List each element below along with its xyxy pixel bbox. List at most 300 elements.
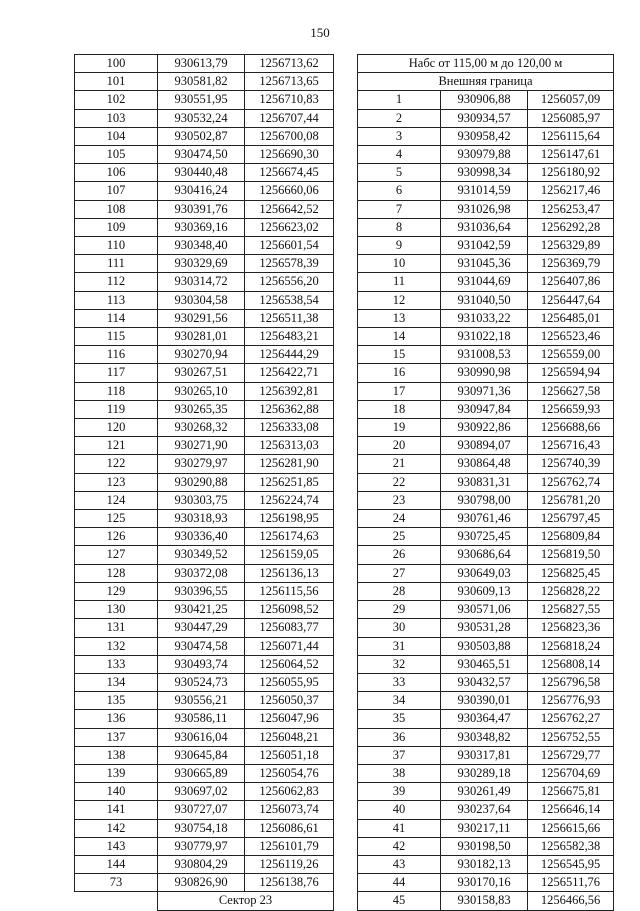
coordinate-y: 1256796,58 bbox=[528, 673, 614, 691]
coordinate-x: 930613,79 bbox=[158, 55, 245, 73]
table-row bbox=[358, 528, 614, 546]
coordinate-y: 1256578,39 bbox=[245, 255, 334, 273]
table-row bbox=[75, 364, 334, 382]
coordinate-x: 930329,69 bbox=[158, 255, 245, 273]
coordinate-x: 930826,90 bbox=[158, 874, 245, 892]
coordinate-y: 1256119,26 bbox=[245, 855, 334, 873]
coordinate-y: 1256623,02 bbox=[245, 218, 334, 236]
point-number: 14 bbox=[358, 328, 441, 346]
coordinate-x: 930217,11 bbox=[441, 819, 528, 837]
coordinate-x: 930261,49 bbox=[441, 783, 528, 801]
point-number: 41 bbox=[358, 819, 441, 837]
coordinate-x: 930416,24 bbox=[158, 182, 245, 200]
point-number: 109 bbox=[75, 218, 158, 236]
table-row bbox=[75, 55, 334, 73]
table-row bbox=[358, 746, 614, 764]
coordinate-y: 1256055,95 bbox=[245, 673, 334, 691]
point-number: 38 bbox=[358, 764, 441, 782]
coordinate-x: 930474,50 bbox=[158, 146, 245, 164]
point-number: 143 bbox=[75, 837, 158, 855]
table-row bbox=[75, 874, 334, 892]
coordinate-x: 931014,59 bbox=[441, 182, 528, 200]
coordinate-x: 931040,50 bbox=[441, 291, 528, 309]
table-row bbox=[75, 510, 334, 528]
coordinate-y: 1256776,93 bbox=[528, 692, 614, 710]
coordinate-y: 1256660,06 bbox=[245, 182, 334, 200]
table-row bbox=[358, 237, 614, 255]
coordinate-y: 1256818,24 bbox=[528, 637, 614, 655]
table-row bbox=[75, 91, 334, 109]
point-number: 22 bbox=[358, 473, 441, 491]
coordinate-x: 930556,21 bbox=[158, 692, 245, 710]
coordinate-y: 1256292,28 bbox=[528, 218, 614, 236]
point-number: 9 bbox=[358, 237, 441, 255]
table-row bbox=[358, 582, 614, 600]
right-coordinates-table bbox=[357, 54, 614, 911]
coordinate-y: 1256136,13 bbox=[245, 564, 334, 582]
coordinate-y: 1256051,18 bbox=[245, 746, 334, 764]
table-row bbox=[358, 819, 614, 837]
left-coordinates-table bbox=[74, 54, 334, 911]
point-number: 1 bbox=[358, 91, 441, 109]
coordinate-x: 930279,97 bbox=[158, 455, 245, 473]
table-row bbox=[358, 346, 614, 364]
point-number: 103 bbox=[75, 109, 158, 127]
coordinate-x: 930697,02 bbox=[158, 783, 245, 801]
point-number: 116 bbox=[75, 346, 158, 364]
coordinate-x: 930317,81 bbox=[441, 746, 528, 764]
point-number: 24 bbox=[358, 510, 441, 528]
point-number: 40 bbox=[358, 801, 441, 819]
point-number: 13 bbox=[358, 309, 441, 327]
table-row bbox=[75, 437, 334, 455]
coordinate-x: 930531,28 bbox=[441, 619, 528, 637]
coordinate-x: 930581,82 bbox=[158, 73, 245, 91]
table-row bbox=[358, 728, 614, 746]
coordinate-y: 1256159,05 bbox=[245, 546, 334, 564]
coordinate-y: 1256615,66 bbox=[528, 819, 614, 837]
point-number: 112 bbox=[75, 273, 158, 291]
coordinate-y: 1256174,63 bbox=[245, 528, 334, 546]
coordinate-x: 930474,58 bbox=[158, 637, 245, 655]
coordinate-y: 1256825,45 bbox=[528, 564, 614, 582]
coordinate-y: 1256707,44 bbox=[245, 109, 334, 127]
empty-cell bbox=[75, 892, 158, 910]
coordinate-x: 930947,84 bbox=[441, 400, 528, 418]
table-row bbox=[75, 182, 334, 200]
coordinate-x: 930493,74 bbox=[158, 655, 245, 673]
point-number: 125 bbox=[75, 510, 158, 528]
coordinate-y: 1256752,55 bbox=[528, 728, 614, 746]
coordinate-x: 930390,01 bbox=[441, 692, 528, 710]
table-row bbox=[358, 182, 614, 200]
coordinate-y: 1256511,76 bbox=[528, 874, 614, 892]
coordinate-y: 1256362,88 bbox=[245, 400, 334, 418]
coordinate-x: 930265,35 bbox=[158, 400, 245, 418]
coordinate-x: 930906,88 bbox=[441, 91, 528, 109]
coordinate-y: 1256819,50 bbox=[528, 546, 614, 564]
table-row bbox=[75, 673, 334, 691]
coordinate-y: 1256809,84 bbox=[528, 528, 614, 546]
coordinate-x: 930304,58 bbox=[158, 291, 245, 309]
coordinate-x: 930364,47 bbox=[441, 710, 528, 728]
table-row bbox=[358, 255, 614, 273]
coordinate-x: 931042,59 bbox=[441, 237, 528, 255]
coordinate-x: 930391,76 bbox=[158, 200, 245, 218]
coordinate-x: 930502,87 bbox=[158, 127, 245, 145]
coordinate-y: 1256057,09 bbox=[528, 91, 614, 109]
table-row bbox=[358, 692, 614, 710]
coordinate-x: 930971,36 bbox=[441, 382, 528, 400]
table-row bbox=[75, 218, 334, 236]
point-number: 15 bbox=[358, 346, 441, 364]
coordinate-y: 1256115,56 bbox=[245, 582, 334, 600]
table-row bbox=[358, 892, 614, 910]
point-number: 122 bbox=[75, 455, 158, 473]
coordinate-y: 1256485,01 bbox=[528, 309, 614, 327]
point-number: 7 bbox=[358, 200, 441, 218]
coordinate-x: 930170,16 bbox=[441, 874, 528, 892]
table-row bbox=[358, 491, 614, 509]
point-number: 45 bbox=[358, 892, 441, 910]
table-row bbox=[75, 127, 334, 145]
point-number: 136 bbox=[75, 710, 158, 728]
table-row bbox=[75, 601, 334, 619]
table-row bbox=[358, 546, 614, 564]
point-number: 23 bbox=[358, 491, 441, 509]
point-number: 107 bbox=[75, 182, 158, 200]
coordinate-x: 930571,06 bbox=[441, 601, 528, 619]
coordinate-y: 1256594,94 bbox=[528, 364, 614, 382]
coordinate-y: 1256224,74 bbox=[245, 491, 334, 509]
table-row bbox=[75, 764, 334, 782]
coordinate-x: 930396,55 bbox=[158, 582, 245, 600]
coordinate-y: 1256313,03 bbox=[245, 437, 334, 455]
table-row bbox=[358, 200, 614, 218]
point-number: 31 bbox=[358, 637, 441, 655]
coordinate-x: 930271,90 bbox=[158, 437, 245, 455]
table-row bbox=[358, 328, 614, 346]
coordinate-y: 1256729,77 bbox=[528, 746, 614, 764]
table-row bbox=[358, 510, 614, 528]
point-number: 140 bbox=[75, 783, 158, 801]
coordinate-y: 1256716,43 bbox=[528, 437, 614, 455]
coordinate-x: 931026,98 bbox=[441, 200, 528, 218]
coordinate-x: 930798,00 bbox=[441, 491, 528, 509]
coordinate-x: 930503,88 bbox=[441, 637, 528, 655]
table-row bbox=[75, 255, 334, 273]
point-number: 118 bbox=[75, 382, 158, 400]
point-number: 30 bbox=[358, 619, 441, 637]
point-number: 111 bbox=[75, 255, 158, 273]
table-footer-row bbox=[75, 892, 334, 910]
coordinate-x: 931033,22 bbox=[441, 309, 528, 327]
coordinate-x: 930922,86 bbox=[441, 419, 528, 437]
coordinate-x: 930349,52 bbox=[158, 546, 245, 564]
coordinate-y: 1256545,95 bbox=[528, 855, 614, 873]
table-row bbox=[358, 127, 614, 145]
coordinate-y: 1256329,89 bbox=[528, 237, 614, 255]
point-number: 141 bbox=[75, 801, 158, 819]
coordinate-x: 930958,42 bbox=[441, 127, 528, 145]
sector-label: Сектор 23 bbox=[158, 892, 334, 910]
table-row bbox=[358, 637, 614, 655]
table-row bbox=[75, 619, 334, 637]
point-number: 119 bbox=[75, 400, 158, 418]
coordinate-y: 1256659,93 bbox=[528, 400, 614, 418]
point-number: 133 bbox=[75, 655, 158, 673]
coordinate-y: 1256808,14 bbox=[528, 655, 614, 673]
coordinate-x: 930421,25 bbox=[158, 601, 245, 619]
coordinate-y: 1256675,81 bbox=[528, 783, 614, 801]
coordinate-x: 930616,04 bbox=[158, 728, 245, 746]
table-row bbox=[358, 601, 614, 619]
coordinate-y: 1256511,38 bbox=[245, 309, 334, 327]
point-number: 123 bbox=[75, 473, 158, 491]
point-number: 142 bbox=[75, 819, 158, 837]
table-row bbox=[358, 855, 614, 873]
table-row bbox=[358, 473, 614, 491]
table-row bbox=[75, 728, 334, 746]
table-row bbox=[358, 619, 614, 637]
coordinate-y: 1256083,77 bbox=[245, 619, 334, 637]
point-number: 21 bbox=[358, 455, 441, 473]
coordinate-y: 1256601,54 bbox=[245, 237, 334, 255]
point-number: 5 bbox=[358, 164, 441, 182]
table-row bbox=[358, 400, 614, 418]
point-number: 101 bbox=[75, 73, 158, 91]
coordinate-x: 931045,36 bbox=[441, 255, 528, 273]
coordinate-x: 931008,53 bbox=[441, 346, 528, 364]
coordinate-y: 1256253,47 bbox=[528, 200, 614, 218]
table-row bbox=[358, 437, 614, 455]
coordinate-y: 1256101,79 bbox=[245, 837, 334, 855]
point-number: 33 bbox=[358, 673, 441, 691]
coordinate-y: 1256762,27 bbox=[528, 710, 614, 728]
point-number: 110 bbox=[75, 237, 158, 255]
coordinate-x: 930998,34 bbox=[441, 164, 528, 182]
coordinate-y: 1256115,64 bbox=[528, 127, 614, 145]
point-number: 19 bbox=[358, 419, 441, 437]
table-row bbox=[75, 855, 334, 873]
coordinate-x: 930804,29 bbox=[158, 855, 245, 873]
table-row bbox=[358, 801, 614, 819]
point-number: 124 bbox=[75, 491, 158, 509]
coordinate-y: 1256444,29 bbox=[245, 346, 334, 364]
coordinate-y: 1256147,61 bbox=[528, 146, 614, 164]
table-row bbox=[358, 419, 614, 437]
coordinate-y: 1256369,79 bbox=[528, 255, 614, 273]
coordinate-x: 930586,11 bbox=[158, 710, 245, 728]
table-row bbox=[75, 200, 334, 218]
point-number: 10 bbox=[358, 255, 441, 273]
table-row bbox=[75, 382, 334, 400]
coordinate-x: 930934,57 bbox=[441, 109, 528, 127]
table-row bbox=[358, 837, 614, 855]
coordinate-x: 930551,95 bbox=[158, 91, 245, 109]
table-row bbox=[358, 874, 614, 892]
point-number: 39 bbox=[358, 783, 441, 801]
table-row bbox=[75, 710, 334, 728]
point-number: 132 bbox=[75, 637, 158, 655]
coordinate-x: 930290,88 bbox=[158, 473, 245, 491]
coordinate-y: 1256797,45 bbox=[528, 510, 614, 528]
coordinate-x: 930182,13 bbox=[441, 855, 528, 873]
table-row bbox=[75, 455, 334, 473]
point-number: 137 bbox=[75, 728, 158, 746]
coordinate-y: 1256138,76 bbox=[245, 874, 334, 892]
point-number: 138 bbox=[75, 746, 158, 764]
coordinate-y: 1256333,08 bbox=[245, 419, 334, 437]
coordinate-y: 1256180,92 bbox=[528, 164, 614, 182]
table-row bbox=[358, 164, 614, 182]
point-number: 3 bbox=[358, 127, 441, 145]
point-number: 120 bbox=[75, 419, 158, 437]
coordinate-y: 1256483,21 bbox=[245, 328, 334, 346]
point-number: 25 bbox=[358, 528, 441, 546]
coordinate-y: 1256050,37 bbox=[245, 692, 334, 710]
coordinate-x: 930289,18 bbox=[441, 764, 528, 782]
coordinate-x: 930270,94 bbox=[158, 346, 245, 364]
coordinate-y: 1256422,71 bbox=[245, 364, 334, 382]
table-row bbox=[358, 273, 614, 291]
table-title: Набс от 115,00 м до 120,00 м bbox=[358, 55, 614, 73]
table-row bbox=[358, 710, 614, 728]
table-row bbox=[75, 837, 334, 855]
coordinate-x: 931036,64 bbox=[441, 218, 528, 236]
coordinate-y: 1256781,20 bbox=[528, 491, 614, 509]
table-row bbox=[358, 91, 614, 109]
coordinate-y: 1256713,65 bbox=[245, 73, 334, 91]
coordinate-y: 1256713,62 bbox=[245, 55, 334, 73]
point-number: 127 bbox=[75, 546, 158, 564]
coordinate-x: 930265,10 bbox=[158, 382, 245, 400]
point-number: 26 bbox=[358, 546, 441, 564]
point-number: 115 bbox=[75, 328, 158, 346]
point-number: 134 bbox=[75, 673, 158, 691]
coordinate-y: 1256690,30 bbox=[245, 146, 334, 164]
point-number: 139 bbox=[75, 764, 158, 782]
coordinate-y: 1256466,56 bbox=[528, 892, 614, 910]
point-number: 130 bbox=[75, 601, 158, 619]
table-row bbox=[358, 364, 614, 382]
coordinate-x: 930281,01 bbox=[158, 328, 245, 346]
point-number: 73 bbox=[75, 874, 158, 892]
coordinate-x: 930979,88 bbox=[441, 146, 528, 164]
point-number: 42 bbox=[358, 837, 441, 855]
coordinate-y: 1256559,00 bbox=[528, 346, 614, 364]
coordinate-x: 931022,18 bbox=[441, 328, 528, 346]
coordinate-x: 930894,07 bbox=[441, 437, 528, 455]
table-row bbox=[358, 564, 614, 582]
coordinate-x: 930314,72 bbox=[158, 273, 245, 291]
coordinate-x: 930779,97 bbox=[158, 837, 245, 855]
coordinate-y: 1256642,52 bbox=[245, 200, 334, 218]
coordinate-y: 1256710,83 bbox=[245, 91, 334, 109]
coordinate-x: 930524,73 bbox=[158, 673, 245, 691]
table-subtitle: Внешняя граница bbox=[358, 73, 614, 91]
table-row bbox=[75, 328, 334, 346]
coordinate-x: 930532,24 bbox=[158, 109, 245, 127]
point-number: 128 bbox=[75, 564, 158, 582]
coordinate-x: 931044,69 bbox=[441, 273, 528, 291]
table-row bbox=[75, 655, 334, 673]
coordinate-y: 1256407,86 bbox=[528, 273, 614, 291]
coordinate-y: 1256281,90 bbox=[245, 455, 334, 473]
table-row bbox=[358, 764, 614, 782]
table-row bbox=[358, 291, 614, 309]
table-row bbox=[75, 528, 334, 546]
coordinate-x: 930336,40 bbox=[158, 528, 245, 546]
coordinate-x: 930665,89 bbox=[158, 764, 245, 782]
point-number: 144 bbox=[75, 855, 158, 873]
coordinate-y: 1256062,83 bbox=[245, 783, 334, 801]
point-number: 114 bbox=[75, 309, 158, 327]
point-number: 106 bbox=[75, 164, 158, 182]
point-number: 32 bbox=[358, 655, 441, 673]
coordinate-x: 930990,98 bbox=[441, 364, 528, 382]
table-row bbox=[75, 582, 334, 600]
table-row bbox=[358, 382, 614, 400]
table-row bbox=[75, 473, 334, 491]
coordinate-y: 1256054,76 bbox=[245, 764, 334, 782]
coordinate-x: 930761,46 bbox=[441, 510, 528, 528]
coordinate-y: 1256523,46 bbox=[528, 328, 614, 346]
coordinate-y: 1256674,45 bbox=[245, 164, 334, 182]
point-number: 117 bbox=[75, 364, 158, 382]
coordinate-y: 1256064,52 bbox=[245, 655, 334, 673]
table-row bbox=[75, 801, 334, 819]
point-number: 12 bbox=[358, 291, 441, 309]
table-row bbox=[75, 346, 334, 364]
coordinate-y: 1256047,96 bbox=[245, 710, 334, 728]
coordinate-x: 930268,32 bbox=[158, 419, 245, 437]
point-number: 20 bbox=[358, 437, 441, 455]
point-number: 34 bbox=[358, 692, 441, 710]
coordinate-y: 1256700,08 bbox=[245, 127, 334, 145]
coordinate-y: 1256646,14 bbox=[528, 801, 614, 819]
point-number: 121 bbox=[75, 437, 158, 455]
table-row bbox=[75, 692, 334, 710]
table-row bbox=[358, 146, 614, 164]
coordinate-x: 930831,31 bbox=[441, 473, 528, 491]
table-row bbox=[75, 164, 334, 182]
coordinate-x: 930372,08 bbox=[158, 564, 245, 582]
point-number: 2 bbox=[358, 109, 441, 127]
page-number: 150 bbox=[310, 25, 330, 40]
point-number: 29 bbox=[358, 601, 441, 619]
coordinate-y: 1256071,44 bbox=[245, 637, 334, 655]
coordinate-y: 1256217,46 bbox=[528, 182, 614, 200]
point-number: 35 bbox=[358, 710, 441, 728]
table-row bbox=[75, 237, 334, 255]
point-number: 100 bbox=[75, 55, 158, 73]
point-number: 126 bbox=[75, 528, 158, 546]
coordinate-x: 930727,07 bbox=[158, 801, 245, 819]
coordinate-y: 1256538,54 bbox=[245, 291, 334, 309]
table-row bbox=[75, 546, 334, 564]
table-subtitle-row bbox=[358, 73, 614, 91]
coordinate-y: 1256048,21 bbox=[245, 728, 334, 746]
table-row bbox=[358, 783, 614, 801]
table-row bbox=[75, 419, 334, 437]
coordinate-y: 1256556,20 bbox=[245, 273, 334, 291]
coordinate-x: 930348,40 bbox=[158, 237, 245, 255]
table-row bbox=[75, 637, 334, 655]
coordinate-x: 930725,45 bbox=[441, 528, 528, 546]
point-number: 105 bbox=[75, 146, 158, 164]
coordinate-x: 930645,84 bbox=[158, 746, 245, 764]
